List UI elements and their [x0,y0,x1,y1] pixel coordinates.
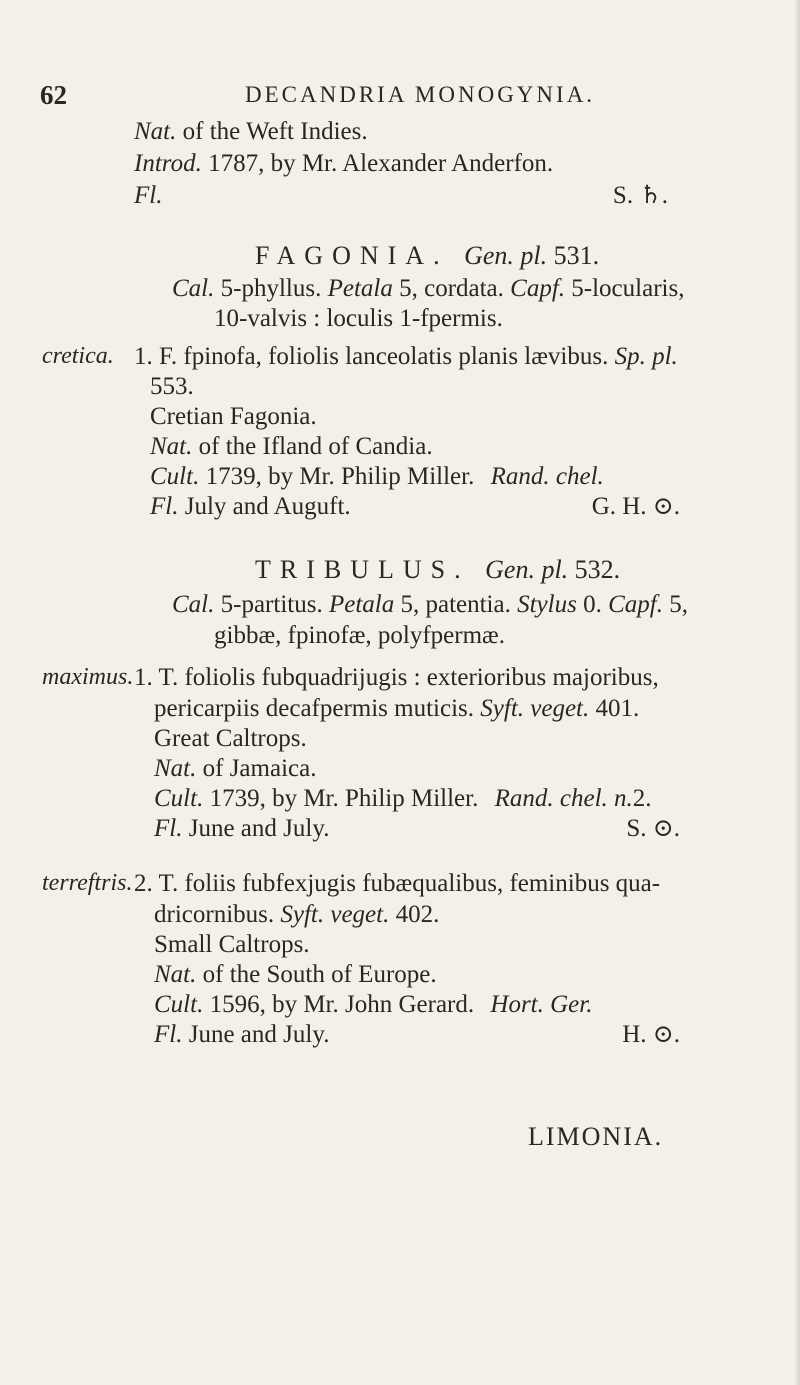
description-text: 1. F. fpinofa, foliolis lanceolatis planis lævibus. [134,343,609,370]
terrestris-description-cont [154,900,439,930]
cretica-description-cont: 553. [150,373,194,400]
terrestris-nat-line [154,960,437,990]
terrestris-fl-line [154,1020,329,1050]
petala-text: 5, cordata. [399,275,504,302]
genus-heading-fagonia [255,241,599,271]
capf-text: 5-locularis, [571,275,685,302]
cult-ref-number: 2. [632,785,652,812]
stylus-text: 0. [583,591,602,618]
cretica-nat-line [150,432,433,462]
capf-label: Capf. [608,591,663,618]
species-margin-maximus: maximus. [42,664,134,690]
maximus-fl-right: S. ⊙. [626,815,680,842]
introd-label: Introd. [134,150,202,177]
maximus-description-cont [154,694,639,724]
terrestris-common-name: Small Caltrops. [154,931,310,958]
description-reference: Syft. veget. [480,695,590,722]
nat-label: Nat. [154,961,197,988]
ref-number: 532. [574,555,621,584]
maximus-description: 1. T. foliolis fubquadrijugis : exterioribus majoribus, [134,664,659,691]
description-ref-number: 401. [595,695,640,722]
terrestris-cult-line [154,990,592,1020]
cretica-fl-line [150,492,351,522]
nat-label: Nat. [150,433,193,460]
cretica-common-name: Cretian Fagonia. [150,403,317,430]
maximus-common-name: Great Caltrops. [154,725,307,752]
intro-nat-line [134,117,368,147]
capf-text: 5, [669,591,688,618]
cult-text: 1739, by Mr. Philip Miller. [205,463,475,490]
cal-label: Cal. [172,591,215,618]
fagonia-capsule-line: 10-valvis : loculis 1-fpermis. [214,305,503,332]
genus-reference [464,241,599,270]
cult-text: 1596, by Mr. John Gerard. [209,991,475,1018]
nat-text: of the Ifland of Candia. [198,433,433,460]
intro-fl-right: S. ♄. [612,182,668,209]
cult-label: Cult. [154,991,204,1018]
genus-name: TRIBULUS. [255,555,470,584]
introd-text: 1787, by Mr. Alexander Anderfon. [208,150,554,177]
description-reference: Sp. pl. [614,343,678,370]
maximus-nat-line [154,754,316,784]
ref-label: Gen. pl. [464,241,548,270]
fl-label: Fl. [154,1021,183,1048]
description-text: dricornibus. [154,901,275,928]
genus-heading-tribulus [255,555,620,585]
nat-text: of Jamaica. [202,755,317,782]
species-margin-cretica: cretica. [42,343,114,369]
cal-label: Cal. [172,275,215,302]
description-reference: Syft. veget. [280,901,390,928]
fl-text: June and July. [188,1021,330,1048]
cult-label: Cult. [150,463,200,490]
ref-label: Gen. pl. [485,555,569,584]
nat-label: Nat. [134,118,177,145]
cult-label: Cult. [154,785,204,812]
intro-introd-line [134,149,553,179]
genus-reference [485,555,620,584]
petala-label: Petala [328,591,395,618]
species-margin-terrestris: terreftris. [42,870,133,896]
maximus-cult-line [154,784,652,814]
description-text: pericarpiis decafpermis muticis. [154,695,475,722]
tribulus-capsule-line: gibbæ, fpinofæ, polyfpermæ. [214,622,505,649]
fl-label: Fl. [134,182,163,209]
cretica-cult-line [150,462,604,492]
cult-reference: Rand. chel. [490,463,604,490]
cal-text: 5-partitus. [220,591,323,618]
page-edge-shadow [794,0,800,1385]
terrestris-fl-right: H. ⊙. [622,1021,680,1048]
cult-reference: Hort. Ger. [490,991,593,1018]
nat-text: of the Weft Indies. [182,118,368,145]
cretica-description [134,342,678,372]
ref-number: 531. [553,241,600,270]
fl-label: Fl. [150,493,179,520]
genus-name: FAGONIA. [255,241,449,270]
page-number: 62 [40,80,67,110]
terrestris-description: 2. T. foliis fubfexjugis fubæqualibus, feminibus qua- [134,870,661,897]
petala-text: 5, patentia. [400,591,511,618]
stylus-label: Stylus [517,591,577,618]
running-title: DECANDRIA MONOGYNIA. [245,82,596,107]
tribulus-cal-line [172,590,688,620]
petala-label: Petala [327,275,393,302]
nat-label: Nat. [154,755,197,782]
maximus-fl-line [154,814,329,844]
description-ref-number: 402. [395,901,440,928]
fl-text: June and July. [188,815,330,842]
fl-label: Fl. [154,815,183,842]
cal-text: 5-phyllus. [220,275,322,302]
catchword: LIMONIA. [528,1122,664,1151]
cult-text: 1739, by Mr. Philip Miller. [209,785,479,812]
nat-text: of the South of Europe. [202,961,437,988]
intro-fl-label [134,181,162,211]
fagonia-cal-line [172,274,684,304]
cretica-fl-right: G. H. ⊙. [591,493,680,520]
fl-text: July and Auguft. [184,493,351,520]
cult-reference: Rand. chel. n. [494,785,633,812]
capf-label: Capf. [510,275,566,302]
